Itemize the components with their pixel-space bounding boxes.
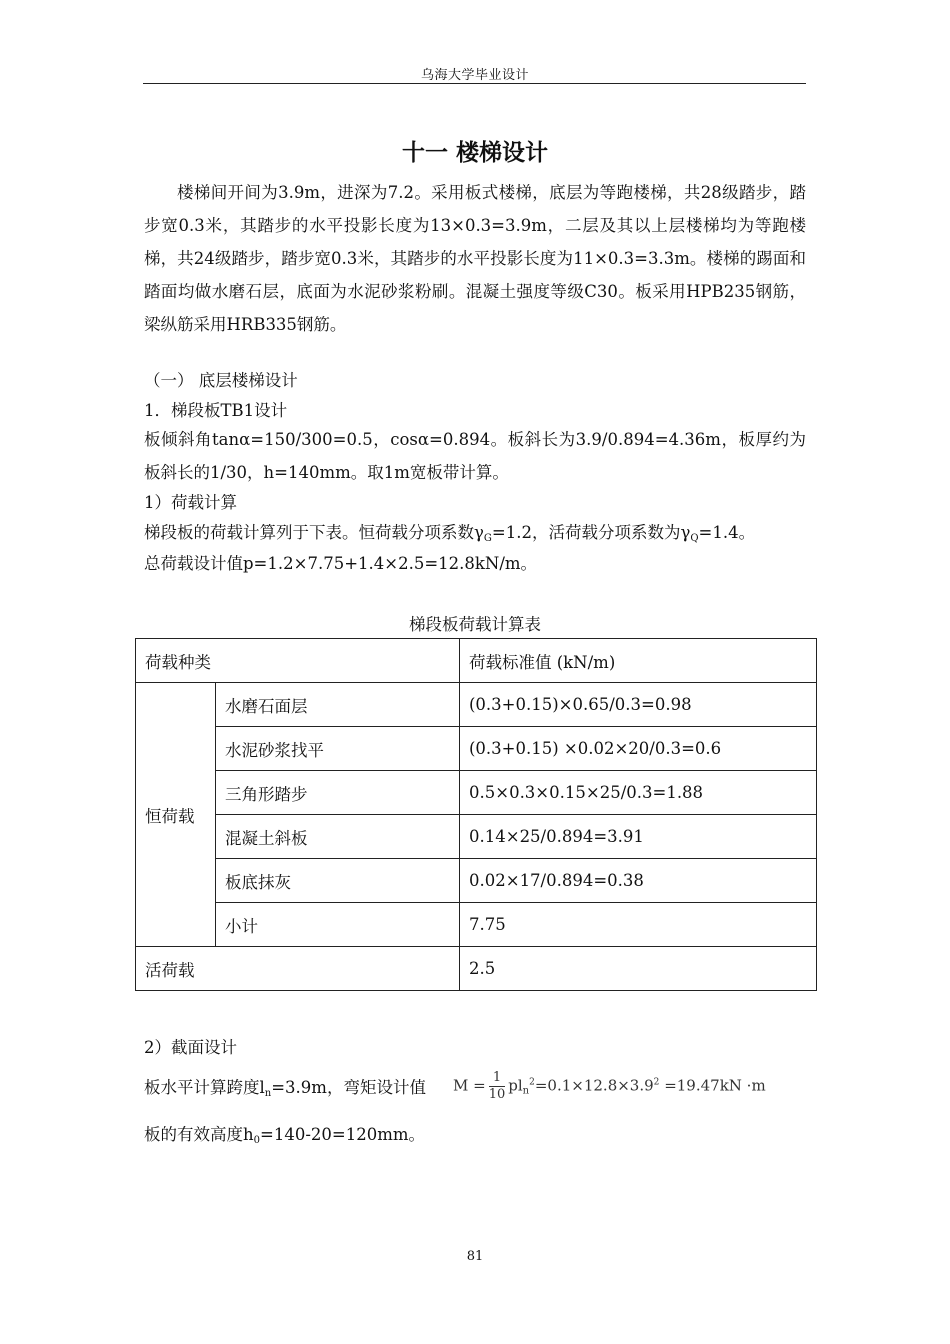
subsection-heading-tb1: 1．梯段板TB1设计 — [144, 401, 288, 420]
table-title: 梯段板荷载计算表 — [409, 615, 541, 634]
intro-paragraph: 楼梯间开间为3.9m，进深为7.2。采用板式楼梯，底层为等跑楼梯，共28级踏步，踏步宽0.3米，其踏步的水平投影长度为13×0.3=3.9m，二层及其以上层楼梯均为等跑楼梯，共24级踏步，踏步宽0.3米，其踏步的水平投影长度为11×0.3=3.3m。楼梯的踢面和踏面均做水磨石层，底面为水泥砂浆粉刷。混凝土强度等级C30。板采用HPB235钢筋，梁纵筋采用HRB335钢筋。 — [144, 183, 806, 334]
load-factor-line: 梯段板的荷载计算列于下表。恒荷载分项系数$\gamma_G=1.2$，活荷载分项系数为$\gamma_Q=1.4$。 — [144, 523, 756, 544]
page-header: 乌海大学毕业设计 — [420, 68, 529, 83]
table-row — [136, 771, 817, 815]
header-value-cell: 荷载标准值 (kN/m) — [460, 639, 817, 683]
load-item-value: (0.3+0.15) ×0.02×20/0.3=0.6 — [460, 727, 817, 771]
span-line: 板水平计算跨度$l_n=3.9m$，弯矩设计值 — [144, 1078, 426, 1099]
header-type-cell: 荷载种类 — [136, 639, 460, 683]
load-item-value: 0.5×0.3×0.15×25/0.3=1.88 — [460, 771, 817, 815]
load-calc-heading: 1）荷载计算 — [144, 493, 237, 512]
moment-formula: M = $\frac{1}{10}$ $pl_n^2=0.1\times 12.8\times 3.9^2 =19.47kN \cdot m$ — [453, 1070, 766, 1102]
geometry-paragraph: 板倾斜角tanα=150/300=0.5，cosα=0.894。板斜长为3.9/0.894=4.36m，板厚约为板斜长的1/30，h=140mm。取1m宽板带计算。 — [144, 430, 806, 482]
load-table — [135, 638, 817, 991]
load-item-name: 三角形踏步 — [216, 771, 460, 815]
load-item-value: (0.3+0.15)×0.65/0.3=0.98 — [460, 683, 817, 727]
page-number: 81 — [466, 1249, 484, 1264]
table-row-live — [136, 947, 817, 991]
table-row — [136, 727, 817, 771]
load-item-value: 0.14×25/0.894=3.91 — [460, 815, 817, 859]
fraction: $\frac{1}{10}$ — [488, 1070, 506, 1102]
load-item-value: 7.75 — [460, 903, 817, 947]
chapter-title: 十一 楼梯设计 — [401, 140, 548, 166]
load-item-name: 板底抹灰 — [216, 859, 460, 903]
table-header-row — [136, 639, 817, 683]
live-load-value: 2.5 — [460, 947, 817, 991]
load-item-name: 水泥砂浆找平 — [216, 727, 460, 771]
effective-depth-line: 板的有效高度$h_0=140-20=120mm$。 — [144, 1125, 426, 1146]
dead-load-label: 恒荷载 — [136, 683, 216, 947]
live-load-label: 活荷载 — [136, 947, 460, 991]
section-design-heading: 2）截面设计 — [144, 1038, 237, 1057]
section-heading-ground-floor: （一） 底层楼梯设计 — [144, 371, 298, 390]
table-row — [136, 859, 817, 903]
load-item-name: 小计 — [216, 903, 460, 947]
load-item-name: 水磨石面层 — [216, 683, 460, 727]
total-load-line: 总荷载设计值p=1.2×7.75+1.4×2.5=12.8kN/m。 — [144, 554, 538, 573]
load-item-name: 混凝土斜板 — [216, 815, 460, 859]
header-rule — [143, 83, 806, 84]
table-row — [136, 683, 817, 727]
load-item-value: 0.02×17/0.894=0.38 — [460, 859, 817, 903]
table-row — [136, 815, 817, 859]
table-row — [136, 903, 817, 947]
